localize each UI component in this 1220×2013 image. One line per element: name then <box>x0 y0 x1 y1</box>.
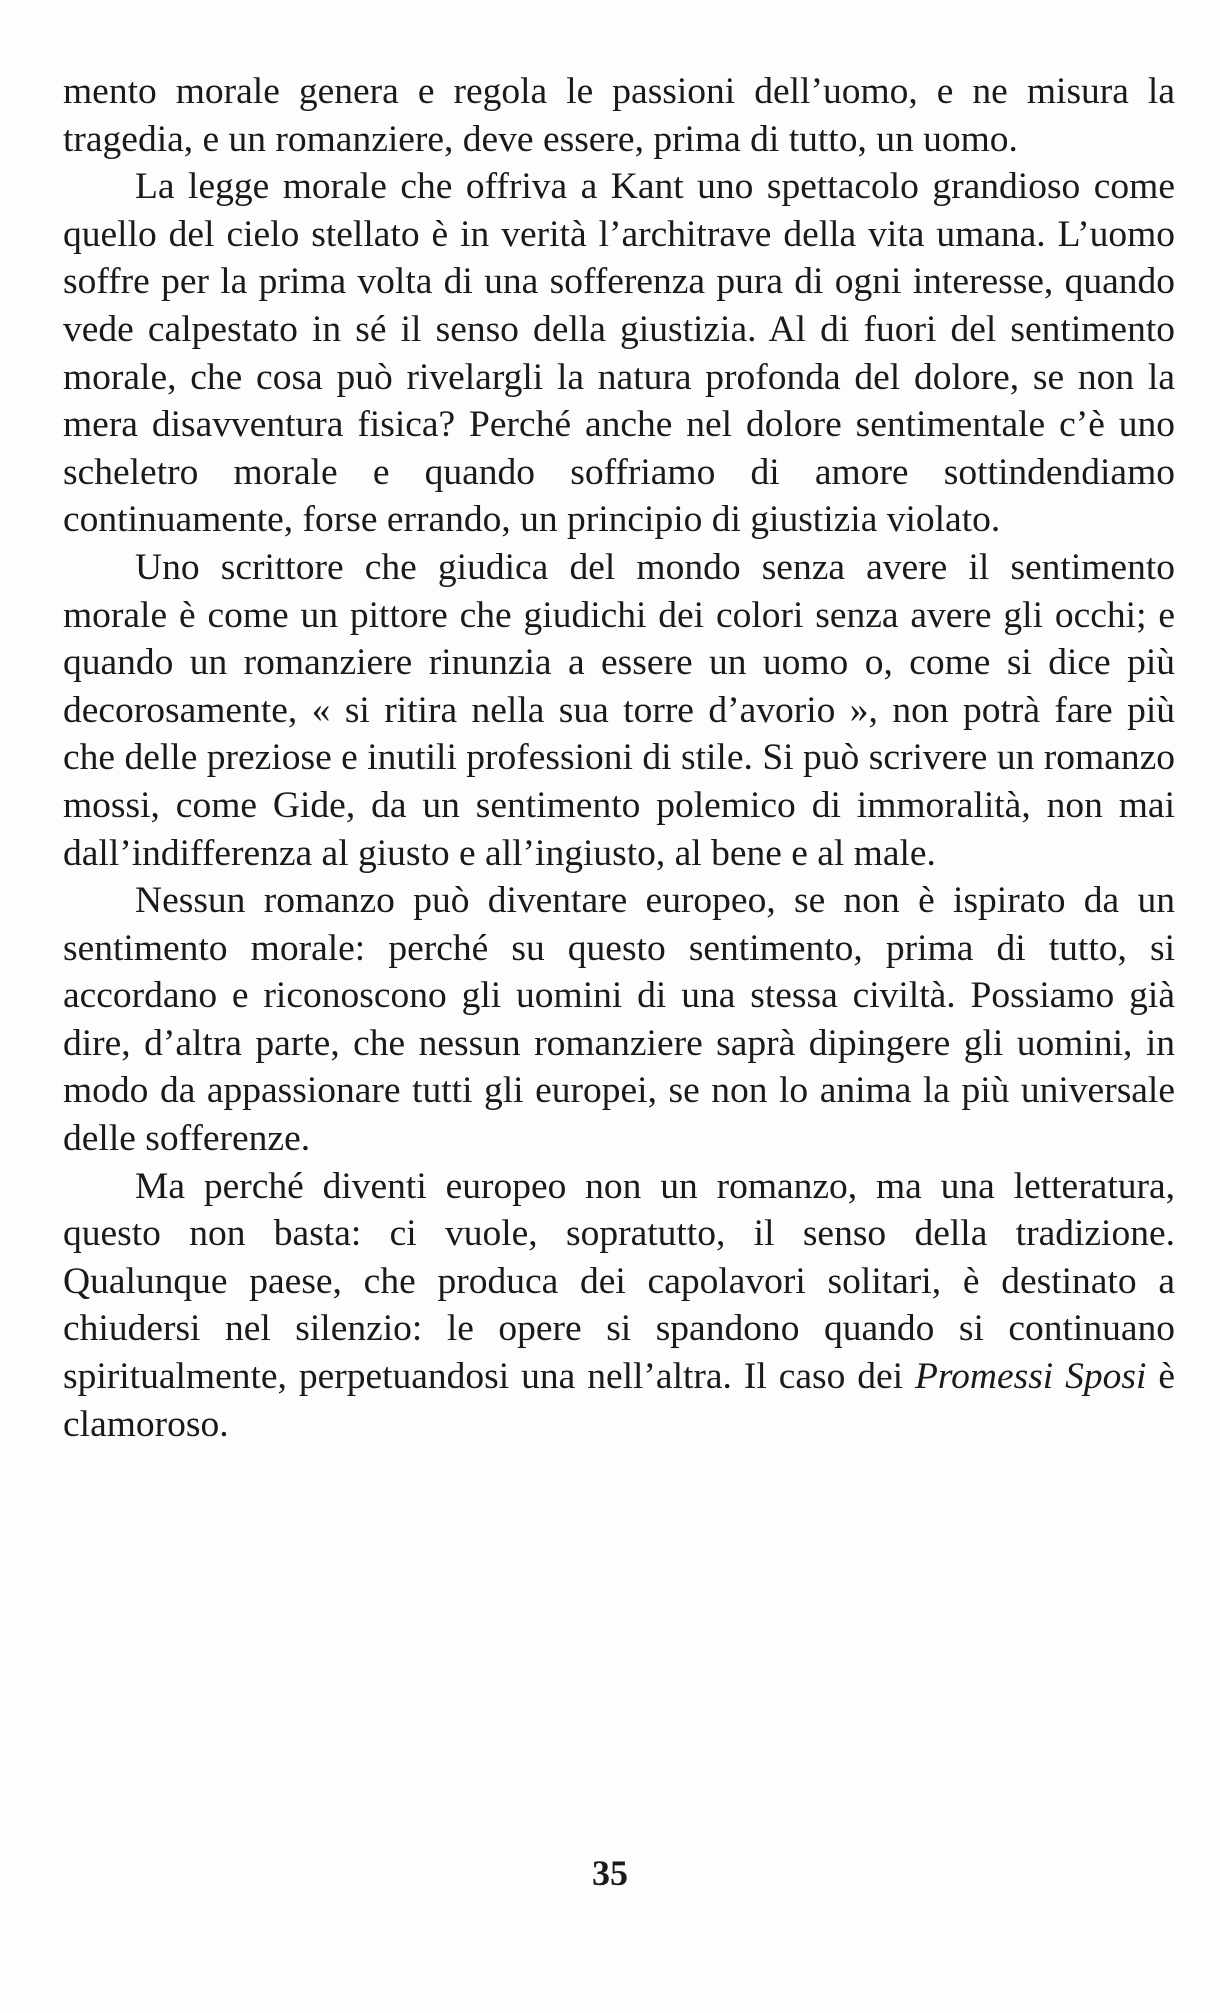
paragraph-5-end: è clamoroso. <box>63 1356 1175 1445</box>
paragraph-5 <box>63 1163 1175 1449</box>
paragraph-2: La legge morale che offriva a Kant uno spettacolo grandioso come quello del cielo stellato è in verità l’architrave della vita umana. L’uomo soffre per la prima volta di una sofferenza pura di ogni interesse, quando vede calpestato in sé il senso della giustizia. Al di fuori del sentimento morale, che cosa può rivelargli la natura profonda del dolore, se non la mera disavventura fisica? Perché anche nel dolore sentimentale c’è uno scheletro morale e quando soffriamo di amore sottindendiamo continuamente, forse errando, un principio di giustizia violato. <box>63 166 1175 541</box>
paragraph-1: mento morale genera e regola le passioni dell’uomo, e ne misura la tragedia, e un romanziere, deve essere, prima di tutto, un uomo. <box>63 71 1175 160</box>
paragraph-5-text: Ma perché diventi europeo non un romanzo, ma una letteratura, questo non basta: ci vuole, sopratutto, il senso della tradizione. Qualunque paese, che produca dei capolavori solitari, è destinato a chiudersi nel silenzio: le opere si spandono quando si continuano spiritualmente, perpetuandosi una nell’altra. Il caso dei <box>63 1165 1175 1398</box>
paragraph-4: Nessun romanzo può diventare europeo, se non è ispirato da un sentimento morale: perché su questo sentimento, prima di tutto, si accordano e riconoscono gli uomini di una stessa civiltà. Possiamo già dire, d’altra parte, che nessun romanziere saprà dipingere gli uomini, in modo da appassionare tutti gli europei, se non lo anima la più universale delle sofferenze. <box>63 880 1175 1160</box>
page-number: 35 <box>592 1853 628 1893</box>
book-title: Promessi Sposi <box>915 1356 1147 1398</box>
paragraph-3: Uno scrittore che giudica del mondo senza avere il sentimento morale è come un pittore che giudichi dei colori senza avere gli occhi; e quando un romanziere rinunzia a essere un uomo o, come si dice più decorosamente, « si ritira nella sua torre d’avorio », non potrà fare più che delle preziose e inutili professioni di stile. Si può scrivere un romanzo mossi, come Gide, da un sentimento polemico di immoralità, non mai dall’indifferenza al giusto e all’ingiusto, al bene e al male. <box>63 546 1175 874</box>
body-text <box>63 68 1175 1448</box>
